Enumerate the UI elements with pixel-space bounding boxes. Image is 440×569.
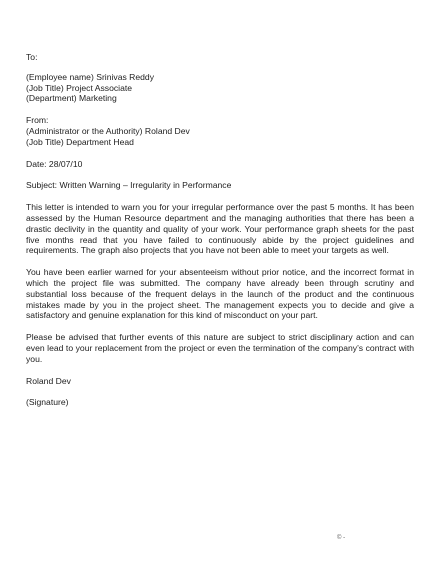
letter-date: Date: 28/07/10 — [26, 158, 83, 169]
sender-job-title: (Job Title) Department Head — [26, 136, 134, 147]
signature-placeholder: (Signature) — [26, 397, 69, 408]
from-label: From: — [26, 115, 49, 126]
paragraph-absenteeism: You have been earlier warned for your absenteeism without prior notice, and the incorrect format in which the project file was submitted. The company have already been through scrutiny and substantial loss because of the frequent delays in the launch of the product and the continuous mistakes made by you in the project sheet. The management expects you to decide and give a satisfactory and genuine explanation for this kind of misconduct on your part. — [26, 267, 414, 321]
footer-mark: © - — [337, 535, 346, 541]
paragraph-disciplinary: Please be advised that further events of this nature are subject to strict disciplinary action and can even lead to your replacement from the project or even the termination of the company’s contract with you. — [26, 332, 414, 364]
letter-body — [26, 52, 414, 408]
recipient-name: (Employee name) Srinivas Reddy — [26, 71, 155, 82]
recipient-block — [26, 72, 414, 104]
closing-sender-name: Roland Dev — [26, 375, 71, 386]
recipient-job-title: (Job Title) Project Associate — [26, 82, 133, 93]
recipient-department: (Department) Marketing — [26, 93, 117, 104]
to-label: To: — [26, 52, 38, 62]
letter-subject: Subject: Written Warning – Irregularity in Performance — [26, 180, 232, 191]
paragraph-performance: This letter is intended to warn you for your irregular performance over the past 5 months. It has been assessed by the Human Resource department and the managing authorities that there has been a drastic declivity in the quantity and quality of your work. Your performance graph sheets for the past five months read that you have failed to continuously abide by the project guidelines and requirements. The graph also projects that you have not been able to meet your targets as well. — [26, 202, 414, 256]
sender-authority: (Administrator or the Authority) Roland Dev — [26, 125, 190, 136]
sender-block — [26, 126, 414, 148]
